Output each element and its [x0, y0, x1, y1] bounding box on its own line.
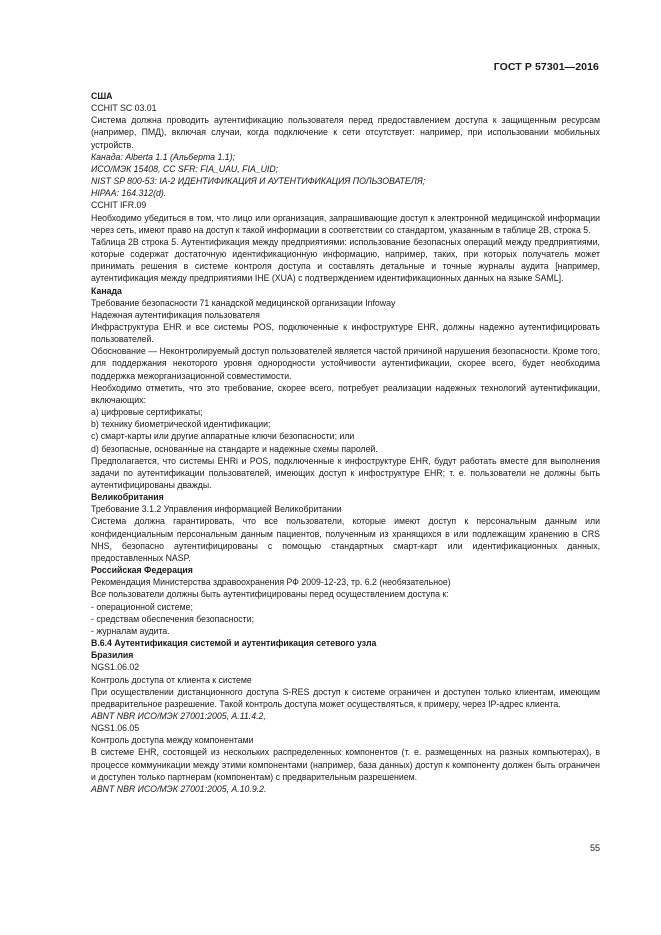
paragraph: Предполагается, что системы EHRi и POS, подключенные к инфоструктуре EHR, будут работать вместе для выполнения задачи по аутентификации пользователей, имеющих доступ к инфоструктуре EHR; т. е. пользователи не должны быть аутентифицированы дважды. — [91, 455, 600, 490]
requirement-id: NGS1.06.02 — [91, 662, 140, 673]
document-body — [91, 90, 600, 795]
reference-line: Канада: Alberta 1.1 (Альберта 1.1); — [91, 151, 235, 162]
requirement-title: Контроль доступа между компонентами — [91, 735, 254, 746]
section-heading-brazil: Бразилия — [91, 650, 134, 661]
paragraph: При осуществлении дистанционного доступа S-RES доступ к системе ограничен и доступен только клиентам, имеющим предварительное разрешение. Такой контроль доступа может осуществляться, к примеру, через IP-адрес клиента. — [91, 686, 600, 709]
list-item: - операционной системе; — [91, 601, 193, 612]
paragraph: Таблица 2В строка 5. Аутентификация между предприятиями: использование безопасных операций между предприятиями, которые содержат достаточную идентификационную информацию, например, таких, при которых получатель может принимать решения в системе контроля доступа и составлять детальные и точные журналы аудита [например, аутентификация между предприятиями IHE (XUA) с подтверждением идентификационных данных на языке SAML]. — [91, 236, 600, 284]
requirement-subtitle: Надежная аутентификация пользователя — [91, 309, 260, 320]
section-heading-usa: США — [91, 91, 113, 101]
requirement-title: Рекомендация Министерства здравоохранения РФ 2009-12-23, тр. 6.2 (необязательное) — [91, 577, 451, 588]
reference-line: ABNT NBR ИСО/МЭК 27001:2005, A.11.4.2, — [91, 710, 266, 721]
paragraph: Необходимо убедиться в том, что лицо или организация, запрашивающие доступ к электронной медицинской информации через сеть, имеют право на доступ к такой информации в соответствии со стандартом, указанным в таблице 2В, строка 5. — [91, 212, 600, 235]
requirement-title: Требование безопасности 71 канадской медицинской организации Infoway — [91, 297, 396, 308]
subsection-heading-b64: B.6.4 Аутентификация системой и аутентификация сетевого узла — [91, 638, 377, 649]
requirement-id: CCHIT IFR.09 — [91, 200, 147, 211]
paragraph: Необходимо отметить, что это требование, скорее всего, потребует реализации надежных технологий аутентификации, включающих: — [91, 382, 600, 405]
list-item: a) цифровые сертификаты; — [91, 407, 203, 418]
section-heading-canada: Канада — [91, 285, 122, 296]
list-item: c) смарт-карты или другие аппаратные ключи безопасности; или — [91, 431, 355, 442]
paragraph: Все пользователи должны быть аутентифицированы перед осуществлением доступа к: — [91, 589, 449, 600]
section-heading-uk: Великобритания — [91, 492, 164, 503]
reference-line: HIPAA: 164.312(d). — [91, 188, 167, 199]
paragraph: Обоснование — Неконтролируемый доступ пользователей является частой причиной нарушения безопасности. Кроме того, для поддержания некоторого уровня однородности устойчивости аутентификации, скорее всего, будет необходима поддержка межорганизационной совместимости. — [91, 346, 600, 381]
list-item: - средствам обеспечения безопасности; — [91, 613, 255, 624]
section-heading-russia: Российская Федерация — [91, 565, 193, 576]
requirement-title: Контроль доступа от клиента к системе — [91, 674, 252, 685]
reference-line: ABNT NBR ИСО/МЭК 27001:2005, A.10.9.2. — [91, 783, 267, 794]
paragraph: В системе EHR, состоящей из нескольких распределенных компонентов (т. е. размещенных на разных компьютерах), в процессе коммуникации между этими компонентами (например, база данных) доступ к компоненту должен быть ограничен и доступен только партнерам (компонентам) с предварительным разрешением. — [91, 747, 600, 782]
page-number: 55 — [589, 843, 600, 853]
paragraph: Система должна гарантировать, что все пользователи, которые имеют доступ к персональным данным или конфиденциальным персональным данным пациентов, полученным из хранящихся в или подлежащим хранению в CRS NHS, безопасно аутентифицированы с помощью стандартных смарт-карт или идентификационных данных, предоставленных NASP. — [91, 516, 600, 563]
reference-line: NIST SP 800-53: IA-2 ИДЕНТИФИКАЦИЯ И АУТЕНТИФИКАЦИЯ ПОЛЬЗОВАТЕЛЯ; — [91, 176, 426, 187]
requirement-title: Требование 3.1.2 Управления информацией Великобритании — [91, 504, 342, 515]
list-item: b) технику биометрической идентификации; — [91, 419, 271, 430]
list-item: - журналам аудита. — [91, 625, 170, 636]
reference-line: ИСО/МЭК 15408, CC SFR: FIA_UAU, FIA_UID; — [91, 163, 279, 174]
list-item: d) безопасные, основанные на стандарте и надежные схемы паролей. — [91, 443, 378, 454]
requirement-id: CCHIT SC 03.01 — [91, 103, 157, 114]
paragraph: Система должна проводить аутентификацию пользователя перед предоставлением доступа к защищенным ресурсам (например, ПМД), включая случаи, когда подключение к сети отсутствует: например, при использовании мобильных устройств. — [91, 115, 600, 150]
paragraph: Инфраструктура EHR и все системы POS, подключенные к инфоструктуре EHR, должны надежно аутентифицировать пользователей. — [91, 321, 600, 345]
document-header: ГОСТ Р 57301—2016 — [493, 61, 599, 73]
requirement-id: NGS1.06.05 — [91, 723, 140, 734]
